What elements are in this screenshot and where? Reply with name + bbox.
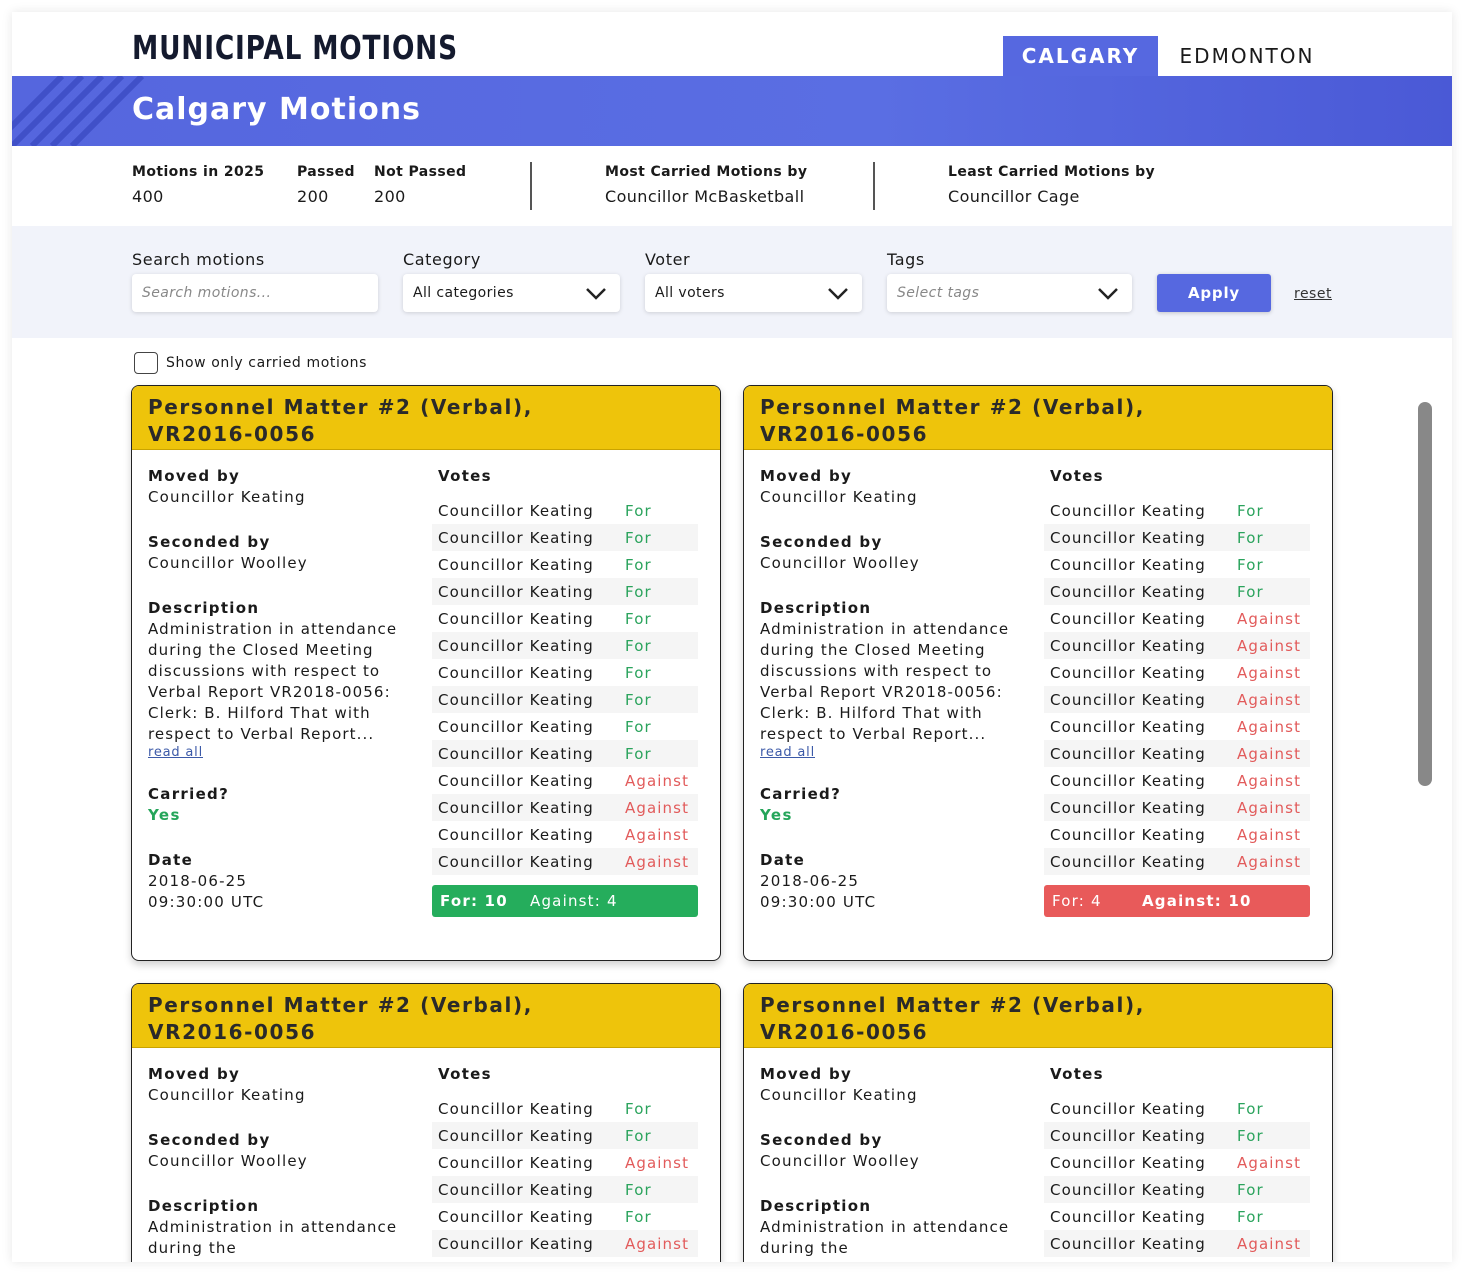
voter-name: Councillor Keating	[1050, 501, 1206, 520]
page-banner	[12, 76, 1452, 146]
vote-row	[432, 821, 698, 848]
tab-calgary[interactable]: CALGARY	[1003, 36, 1158, 76]
seconded-by-label: Seconded by	[760, 1131, 883, 1149]
vote-row	[1044, 794, 1310, 821]
seconded-by-label: Seconded by	[148, 533, 271, 551]
vote-value: Against	[625, 1234, 690, 1253]
voter-name: Councillor Keating	[1050, 582, 1206, 601]
voter-name: Councillor Keating	[1050, 1126, 1206, 1145]
vote-row	[432, 524, 698, 551]
stat-most-carried	[605, 164, 807, 206]
seconded-by-value: Councillor Woolley	[760, 554, 920, 572]
vote-value: For	[625, 744, 652, 763]
vote-value: For	[625, 1099, 652, 1118]
votes-list	[432, 466, 698, 917]
voter-select[interactable]	[645, 274, 862, 312]
vote-value: Against	[1237, 717, 1302, 736]
voter-name: Councillor Keating	[438, 609, 594, 628]
vote-value: For	[625, 582, 652, 601]
vote-row	[432, 713, 698, 740]
seconded-by-label: Seconded by	[760, 533, 883, 551]
voter-name: Councillor Keating	[438, 528, 594, 547]
vote-row	[1044, 497, 1310, 524]
voter-name: Councillor Keating	[438, 555, 594, 574]
chevron-down-icon	[1096, 283, 1120, 303]
carried-label: Carried?	[148, 785, 230, 803]
motion-title[interactable]	[132, 386, 720, 450]
read-all-link[interactable]: read all	[148, 745, 203, 760]
vote-value: For	[625, 717, 652, 736]
vote-row	[432, 578, 698, 605]
description-text: Administration in attendance during the Closed Meeting discussions with respect to Verbal Report VR2018-0056: Clerk: B. Hilford That with respect to Verbal Report...	[760, 620, 1010, 743]
votes-label: Votes	[1050, 1065, 1104, 1083]
motion-title[interactable]	[132, 984, 720, 1048]
voter-name: Councillor Keating	[438, 1180, 594, 1199]
description-label: Description	[148, 1197, 260, 1215]
page-title: Calgary Motions	[132, 92, 421, 127]
vote-value: Against	[625, 798, 690, 817]
vote-value: For	[625, 1180, 652, 1199]
motion-card	[743, 385, 1333, 961]
stat-label: Passed	[297, 164, 355, 180]
vote-value: Against	[1237, 636, 1302, 655]
motion-id: VR2016-0056	[148, 422, 317, 446]
vote-value: For	[1237, 1099, 1264, 1118]
vote-row	[1044, 524, 1310, 551]
voter-name: Councillor Keating	[1050, 555, 1206, 574]
vote-row	[1044, 686, 1310, 713]
stat-value: Councillor McBasketball	[605, 187, 805, 206]
voter-name: Councillor Keating	[1050, 1207, 1206, 1226]
voter-name: Councillor Keating	[1050, 1180, 1206, 1199]
voter-name: Councillor Keating	[438, 636, 594, 655]
motion-card	[743, 983, 1333, 1262]
voter-name: Councillor Keating	[438, 717, 594, 736]
voter-name: Councillor Keating	[1050, 717, 1206, 736]
moved-by-label: Moved by	[760, 467, 853, 485]
motion-details	[148, 466, 418, 937]
vote-value: Against	[1237, 609, 1302, 628]
description-label: Description	[760, 599, 872, 617]
motion-id: VR2016-0056	[760, 1020, 929, 1044]
vote-value: For	[1237, 555, 1264, 574]
voter-name: Councillor Keating	[438, 1099, 594, 1118]
search-label: Search motions	[132, 250, 265, 269]
tags-label: Tags	[887, 250, 925, 269]
voter-name: Councillor Keating	[438, 501, 594, 520]
vote-value: Against	[1237, 825, 1302, 844]
voter-name: Councillor Keating	[1050, 1099, 1206, 1118]
stat-label: Not Passed	[374, 164, 467, 180]
voter-value: All voters	[655, 285, 725, 301]
date-label: Date	[148, 851, 194, 869]
category-select[interactable]	[403, 274, 620, 312]
vote-row	[1044, 1122, 1310, 1149]
description-text: Administration in attendance during the	[760, 1218, 1010, 1257]
motion-details	[760, 466, 1030, 937]
date-value: 2018-06-25	[760, 872, 860, 890]
vote-row	[1044, 659, 1310, 686]
apply-button[interactable]: Apply	[1157, 274, 1271, 312]
vote-row	[432, 794, 698, 821]
voter-name: Councillor Keating	[1050, 744, 1206, 763]
motion-details	[148, 1064, 418, 1259]
voter-name: Councillor Keating	[438, 825, 594, 844]
search-input[interactable]	[142, 285, 378, 301]
vote-value: Against	[1237, 1234, 1302, 1253]
votes-label: Votes	[438, 1065, 492, 1083]
time-value: 09:30:00 UTC	[148, 893, 265, 911]
voter-name: Councillor Keating	[1050, 636, 1206, 655]
vote-value: Against	[625, 1153, 690, 1172]
vote-row	[1044, 1230, 1310, 1257]
stat-value: 200	[297, 187, 329, 206]
carried-value: Yes	[148, 806, 181, 824]
seconded-by-label: Seconded by	[148, 1131, 271, 1149]
tally-for: For: 10	[440, 892, 508, 910]
seconded-by-value: Councillor Woolley	[760, 1152, 920, 1170]
vote-value: For	[625, 690, 652, 709]
voter-name: Councillor Keating	[438, 690, 594, 709]
vote-row	[432, 1149, 698, 1176]
banner-stripes	[12, 76, 152, 146]
stat-value: Councillor Cage	[948, 187, 1080, 206]
tally-against: Against: 10	[1142, 892, 1252, 910]
vote-value: Against	[1237, 744, 1302, 763]
moved-by-value: Councillor Keating	[760, 1086, 918, 1104]
stats-divider	[873, 162, 875, 210]
motion-title-line: Personnel Matter #2 (Verbal),	[760, 395, 1145, 419]
vote-value: Against	[1237, 798, 1302, 817]
vote-row	[432, 659, 698, 686]
vote-row	[1044, 767, 1310, 794]
votes-label: Votes	[438, 467, 492, 485]
vote-value: For	[1237, 1207, 1264, 1226]
moved-by-label: Moved by	[760, 1065, 853, 1083]
vote-value: For	[1237, 528, 1264, 547]
moved-by-label: Moved by	[148, 1065, 241, 1083]
vote-row	[1044, 605, 1310, 632]
chevron-down-icon	[584, 283, 608, 303]
vote-row	[432, 551, 698, 578]
voter-name: Councillor Keating	[1050, 825, 1206, 844]
voter-name: Councillor Keating	[1050, 528, 1206, 547]
vote-tally	[1044, 885, 1310, 917]
moved-by-value: Councillor Keating	[148, 1086, 306, 1104]
vote-value: Against	[625, 771, 690, 790]
vote-value: For	[1237, 582, 1264, 601]
vote-value: Against	[1237, 852, 1302, 871]
vote-value: For	[625, 1126, 652, 1145]
vote-value: For	[625, 636, 652, 655]
vote-value: Against	[625, 852, 690, 871]
motion-details	[760, 1064, 1030, 1259]
voter-name: Councillor Keating	[1050, 852, 1206, 871]
app-window	[12, 12, 1452, 1262]
stats-bar	[12, 146, 1452, 226]
vote-value: Against	[625, 825, 690, 844]
vote-row	[1044, 632, 1310, 659]
vote-value: Against	[1237, 1153, 1302, 1172]
tags-placeholder: Select tags	[897, 285, 980, 301]
moved-by-label: Moved by	[148, 467, 241, 485]
motion-title-line: Personnel Matter #2 (Verbal),	[760, 993, 1145, 1017]
vote-row	[432, 1230, 698, 1257]
read-all-link[interactable]: read all	[760, 745, 815, 760]
motion-card	[131, 385, 721, 961]
vote-value: Against	[1237, 663, 1302, 682]
motion-title-line: Personnel Matter #2 (Verbal),	[148, 395, 533, 419]
voter-name: Councillor Keating	[438, 1153, 594, 1172]
tab-edmonton[interactable]: EDMONTON	[1179, 44, 1315, 68]
stat-least-carried	[948, 164, 1155, 206]
voter-name: Councillor Keating	[438, 852, 594, 871]
stats-divider	[530, 162, 532, 210]
votes-label: Votes	[1050, 467, 1104, 485]
carried-value: Yes	[760, 806, 793, 824]
stat-label: Motions in 2025	[132, 164, 265, 180]
motion-id: VR2016-0056	[760, 422, 929, 446]
seconded-by-value: Councillor Woolley	[148, 554, 308, 572]
voter-label: Voter	[645, 250, 691, 269]
votes-list	[432, 1064, 698, 1257]
vote-row	[1044, 578, 1310, 605]
vote-tally	[432, 885, 698, 917]
voter-name: Councillor Keating	[438, 798, 594, 817]
vote-value: For	[625, 663, 652, 682]
description-label: Description	[148, 599, 260, 617]
carried-only-checkbox[interactable]	[134, 352, 158, 374]
motion-title[interactable]	[744, 386, 1332, 450]
votes-list	[1044, 1064, 1310, 1257]
vote-row	[1044, 1203, 1310, 1230]
carried-only-label: Show only carried motions	[166, 355, 367, 371]
voter-name: Councillor Keating	[1050, 609, 1206, 628]
chevron-down-icon	[826, 283, 850, 303]
vote-value: For	[625, 501, 652, 520]
vote-row	[432, 686, 698, 713]
vote-value: For	[625, 1207, 652, 1226]
vote-value: Against	[1237, 690, 1302, 709]
motion-title-line: Personnel Matter #2 (Verbal),	[148, 993, 533, 1017]
vote-row	[432, 1095, 698, 1122]
stat-passed	[297, 164, 355, 206]
vote-row	[1044, 1176, 1310, 1203]
vote-value: For	[1237, 501, 1264, 520]
vote-row	[432, 1203, 698, 1230]
vote-value: For	[1237, 1126, 1264, 1145]
vote-row	[432, 767, 698, 794]
carried-label: Carried?	[760, 785, 842, 803]
description-label: Description	[760, 1197, 872, 1215]
votes-list	[1044, 466, 1310, 917]
app-logo[interactable]: MUNICIPAL MOTIONS	[132, 28, 458, 67]
vote-row	[432, 1176, 698, 1203]
date-label: Date	[760, 851, 806, 869]
voter-name: Councillor Keating	[438, 771, 594, 790]
stat-value: 200	[374, 187, 406, 206]
seconded-by-value: Councillor Woolley	[148, 1152, 308, 1170]
moved-by-value: Councillor Keating	[148, 488, 306, 506]
voter-name: Councillor Keating	[438, 663, 594, 682]
vote-row	[1044, 1149, 1310, 1176]
voter-name: Councillor Keating	[1050, 771, 1206, 790]
time-value: 09:30:00 UTC	[760, 893, 877, 911]
motion-id: VR2016-0056	[148, 1020, 317, 1044]
vote-row	[1044, 1095, 1310, 1122]
vote-row	[432, 1122, 698, 1149]
search-box[interactable]	[132, 274, 378, 312]
stat-label: Least Carried Motions by	[948, 164, 1156, 180]
vote-row	[432, 740, 698, 767]
voter-name: Councillor Keating	[438, 744, 594, 763]
voter-name: Councillor Keating	[1050, 690, 1206, 709]
vote-row	[432, 848, 698, 875]
voter-name: Councillor Keating	[438, 1207, 594, 1226]
stat-not-passed	[374, 164, 466, 206]
stat-label: Most Carried Motions by	[605, 164, 808, 180]
reset-link[interactable]: reset	[1294, 286, 1332, 302]
top-bar	[12, 12, 1452, 76]
vote-row	[432, 605, 698, 632]
voter-name: Councillor Keating	[1050, 663, 1206, 682]
voter-name: Councillor Keating	[438, 1126, 594, 1145]
vote-row	[1044, 740, 1310, 767]
carried-only-toggle[interactable]	[134, 352, 367, 374]
date-value: 2018-06-25	[148, 872, 248, 890]
voter-name: Councillor Keating	[438, 1234, 594, 1253]
vote-row	[1044, 848, 1310, 875]
vote-row	[1044, 551, 1310, 578]
description-text: Administration in attendance during the	[148, 1218, 398, 1257]
vote-value: For	[625, 528, 652, 547]
moved-by-value: Councillor Keating	[760, 488, 918, 506]
vote-value: For	[625, 555, 652, 574]
voter-name: Councillor Keating	[1050, 798, 1206, 817]
vote-row	[1044, 821, 1310, 848]
tally-against: Against: 4	[530, 892, 618, 910]
vote-row	[432, 497, 698, 524]
motion-title[interactable]	[744, 984, 1332, 1048]
vote-value: For	[625, 609, 652, 628]
stat-value: 400	[132, 187, 164, 206]
vote-row	[432, 632, 698, 659]
voter-name: Councillor Keating	[1050, 1153, 1206, 1172]
stat-motions	[132, 164, 264, 206]
tags-select[interactable]	[887, 274, 1132, 312]
vote-value: For	[1237, 1180, 1264, 1199]
filter-bar	[12, 226, 1452, 338]
scrollbar-thumb[interactable]	[1418, 402, 1432, 786]
tally-for: For: 4	[1052, 892, 1102, 910]
voter-name: Councillor Keating	[438, 582, 594, 601]
voter-name: Councillor Keating	[1050, 1234, 1206, 1253]
category-value: All categories	[413, 285, 514, 301]
description-text: Administration in attendance during the Closed Meeting discussions with respect to Verbal Report VR2018-0056: Clerk: B. Hilford That with respect to Verbal Report...	[148, 620, 398, 743]
category-label: Category	[403, 250, 481, 269]
motion-card	[131, 983, 721, 1262]
vote-row	[1044, 713, 1310, 740]
vote-value: Against	[1237, 771, 1302, 790]
